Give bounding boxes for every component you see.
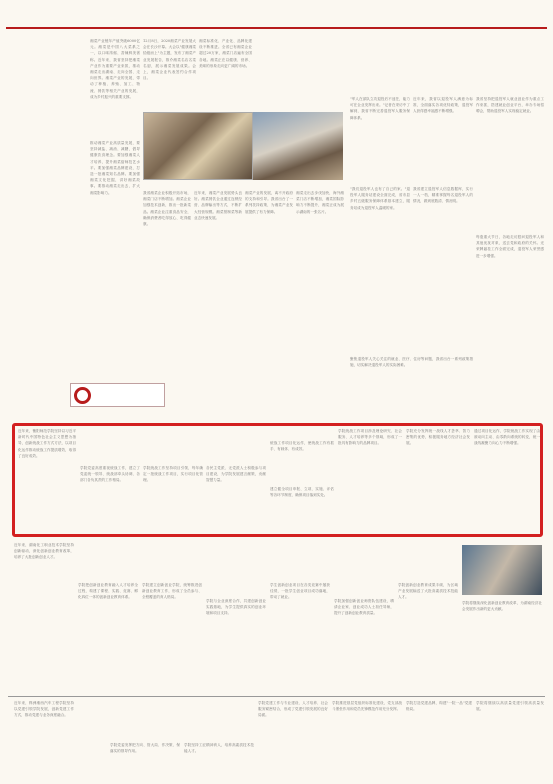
- innovation-body-col8: 学院将继续深化创新创业教育改革，为湖南经济社会发展作出新的更大贡献。: [462, 601, 542, 612]
- party-body-col5: 学院推进基层党组织标准化建设，党支部战斗堡垒作用和党员先锋模范作用充分发挥。: [332, 701, 402, 712]
- bank-logo-icon: [74, 387, 91, 404]
- innovation-body-col4: 学院与企业深度合作，共建创新创业实践基地，为学生提供真实的创业环境和项目支持。: [206, 599, 266, 616]
- lead-photo-2: [253, 112, 343, 180]
- featured-body-col7: 学院充分发挥统一战线人才荟萃、智力密集的优势，积极服务地方经济社会发展。: [406, 429, 470, 446]
- lead-body-col3: 湘菜标准化、产业化、品牌化建设不断推进。全省已有湘菜企业超过20万家，湘菜门店遍布全国各地。湘菜正在以健康、营养、美味的形象走向更广阔的市场。: [199, 39, 252, 68]
- lead-body-col2: 12月8日，2020湘菜产业发展大会在长沙开幕。大会以"健康湘菜 拾级而上"为主题，发布了湘菜产业发展报告，推介湘菜名店名菜名厨，展示湘菜发展成果。会上，湘菜企业代表签约合作项目。: [143, 39, 196, 81]
- innovation-photo: [462, 545, 542, 595]
- party-body-left: 近年来，株洲湘西汽车工程学院坚持以党建引领学院发展，创新党建工作方式，推动党建与业务深度融合。: [14, 701, 74, 718]
- section-divider: [8, 696, 545, 697]
- lead-photo: [143, 112, 253, 180]
- featured-body-col8: 通过项目化运作，学院统战工作实现了由被动向主动、由零散向系统的转变，统一战线凝聚力向心力不断增强。: [474, 429, 540, 446]
- lead-body-col1b: 推动湘菜产业高质量发展，要坚持减盐、减油、减糖，倡导健康饮食理念。要加强湘菜人才培养，提升湘菜厨师技艺水平。要加强湘菜品牌建设，打造一批湘菜知名品牌。要加强湘菜文化挖掘，讲好湘菜故事。要推动湘菜走出去，扩大湘菜影响力。: [90, 141, 140, 195]
- veteran-body-col5: 我省建立退役军人信息数据库，实行一人一档，精准掌握每名退役军人的情况，做到底数清、情况明。: [413, 187, 473, 204]
- innovation-body-col6: 学院加强创新创业师资队伍建设，聘请企业家、创业成功人士担任导师，提升了创新创业教育质量。: [334, 599, 394, 616]
- bank-ad: [70, 383, 165, 407]
- veteran-body-col4: "我们退役军人也有了自己的家。"退役军人服务站建设全面完成，省市县乡村五级服务保障体系基本建立，服务站成为退役军人温暖的家。: [350, 187, 410, 210]
- featured-body-col3: 学院统战工作坚持项目引领，每年确定一批统战工作项目，实行项目化管理。: [143, 466, 203, 483]
- party-body-col7: 学院将继续以高质量党建引领高质量发展。: [476, 701, 544, 712]
- featured-body-col2: 学院党委高度重视统战工作，建立了党委统一领导、统战部牵头协调、各部门各负其责的工作格局。: [80, 466, 140, 483]
- veteran-body-col7: 聚焦退役军人关心关注的就业、医疗、住房等问题，我省出台一系列政策措施，切实解决退役军人的实际困难。: [350, 357, 473, 368]
- featured-body-col6: 学院统战工作项目涉及理论研究、社会服务、人才培养等多个领域，形成了一批具有影响力的品牌项目。: [338, 429, 402, 446]
- party-body-col6: 学院打造党建品牌，构建"一院一品"党建格局。: [406, 701, 472, 712]
- party-body-col2: 学院党委发挥把方向、管大局、作决策、保落实的领导作用。: [110, 743, 180, 754]
- veteran-body-col6: 每逢重大节日，各地走访慰问退役军人和其他优抚对象，送去党和政府的关怀。光荣牌悬挂工作全面完成，退役军人荣誉感进一步增强。: [476, 235, 544, 258]
- featured-body-col5b: 建立健全项目申报、立项、实施、评估等各环节制度，确保项目落到实处。: [270, 487, 334, 498]
- veteran-body-col1: "军人在部队立功退役后不迷茫，能力可在企业发挥出来。"记者在采访中了解到，我省不断完善退役军人服务保障体系。: [350, 97, 410, 120]
- lead-body-col1: 湘菜产业链年产值突破6000亿元。湘菜是中国八大菜系之一，以口味浓郁、香辣鲜美著称。近年来，我省坚持把湘菜产业作为重要产业来抓，推动湘菜走出湖南、走向全国、走向世界。湘菜产业的发展，带动了种植、养殖、加工、物流、餐饮等相关产业的发展，成为乡村振兴的重要支撑。: [90, 39, 140, 99]
- innovation-body-col2: 学院把创新创业教育融入人才培养全过程，构建了课程、实践、竞赛、孵化四位一体的创新创业教育体系。: [78, 583, 138, 600]
- party-body-col3: 学院坚持工匠精神育人，培养高素质技术技能人才。: [184, 743, 254, 754]
- innovation-body-col3: 学院建立创新创业学院，统筹推进创新创业教育工作，形成了全员参与、全程覆盖的育人格局。: [142, 583, 202, 600]
- party-body-col4: 学院党建工作与专业建设、人才培养、社会服务紧密结合，形成了党建引领发展的良好局面。: [258, 701, 328, 718]
- featured-body-col5: 统战工作项目化运作，使统战工作有抓手、有载体、有成效。: [270, 441, 334, 452]
- featured-body-col4: 各民主党派、无党派人士积极参与项目建设，为学院发展建言献策，贡献智慧力量。: [206, 466, 266, 483]
- innovation-body-col5: 学生创新创业项目在各类竞赛中屡获佳绩，一批学生创业项目成功落地，带动了就业。: [270, 583, 330, 600]
- veteran-body-col2: 近年来，我省以退役军人满意为标准，全面落实各项优待政策，退役军人获得感幸福感不断增强。: [413, 97, 473, 114]
- featured-body-left: 近年来，衡阳师范学院坚持以习近平新时代中国特色社会主义思想为指导，创新统战工作方式方法，以项目化运作推动统战工作提质增效，取得了良好成效。: [18, 429, 76, 458]
- lead-body-col4: 我省湘菜企业积极开拓市场，湘菜门店不断增加。湘菜企业加强技术创新，推出一批新菜品。湘菜企业注重食品安全，确保消费者吃得放心、吃得健康。: [143, 191, 191, 227]
- lead-body-col5: 近年来，湘菜产业发展势头良好。湘菜餐饮企业通过连锁经营、品牌输出等方式，不断扩大经营规模。湘菜预制菜等新业态快速发展。: [194, 191, 242, 220]
- veteran-body-col3: 我省坚持把退役军人就业创业作为重点工作来抓，搭建就业创业平台，举办专场招聘会，帮助退役军人实现稳定就业。: [476, 97, 544, 114]
- lead-body-col7: 湘菜走出去步伐加快，海外湘菜门店不断增加，湘菜国际影响力不断提升，湘菜正成为展示湖南的一张名片。: [296, 191, 344, 214]
- innovation-body-left: 近年来，湖南化工职业技术学院坚持创新驱动，深化创新创业教育改革，培养了大批创新创业人才。: [14, 543, 74, 560]
- lead-body-col6: 湘菜产业的发展，离不开政府的支持和引导。我省出台了一系列扶持政策，为湘菜产业发展提供了有力保障。: [245, 191, 293, 214]
- header-rule: [6, 27, 547, 29]
- innovation-body-col7: 学院创新创业教育成果丰硕，为区域产业发展输送了大批高素质技术技能人才。: [398, 583, 458, 600]
